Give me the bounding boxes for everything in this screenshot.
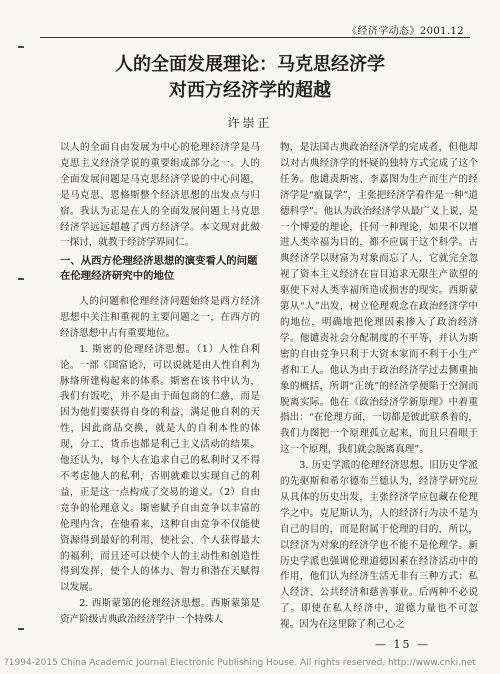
- page-number: — 15 —: [375, 638, 430, 651]
- header-rule: [40, 37, 470, 38]
- author-name: 许崇正: [227, 116, 273, 130]
- copyright-footer: ?1994-2015 China Academic Journal Electronic Publishing House. All rights reserved. http://www.cnki.net: [4, 658, 476, 668]
- paragraph: 人的问题和伦理经济问题始终是西方经济思想中关注和重视的主要问题之一，在西方的经济思想中占有重要地位。: [60, 296, 260, 339]
- paragraph: 1. 斯密的伦理经济思想。（1）人性自利论。一部《国富论》，可以说就是由人性自利为脉络所建构起来的体系。斯密在该书中认为，我们有饭吃，并不是由于面包商的仁慈，而是因为他们要获得自身的利益，满足他自利的天性，因此商品交换，就是人的自利本性的体现，分工、货币也都是利己主义活动的结果。他还认为，每个人在追求自己的私利时又不得不考虑他人的私利，否则就难以实现自己的利益，正是这一点构成了交易的道义。（2）自由竞争的伦理意义。斯密赋予自由竞争以丰富的伦理内含，在他看来，这种自由竞争不仅能使资源得到最好的利用，使社会、个人获得最大的福利，而且还可以使个人的主动性和创造性得到发挥，使个人的体力、智力和潜在天赋得以发展。: [60, 343, 260, 594]
- paragraph: 物，是法国古典政治经济学的完成者，但他却以对古典经济学的怀疑的独特方式完成了这个任务。他谴责斯密、李嘉图为生产而生产的经济学是“瘟鼠学”，主张把经济学看作是一种“道德科学”。他认为政治经济学从最广义上说，是一个博爱的理论，任何一种理论，如果不以增进人类幸福为目的，都不应属于这个科学。古典经济学以财富为对象而忘了人，它就完全忽视了资本主义经济在盲目追求无限生产欲望的驱使下对人类幸福所造成损害的现实。西斯蒙第从“人”出发，树立伦理观念在政治经济学中的地位，明确地把伦理因素掺入了政治经济学。他谴责社会分配制度的不平等，并认为斯密的自由竞争只利于大资本家而不利于小生产者和工人。他认为由于政治经济学过去侧重抽象的概括，所谓“正统”的经济学便陷于空洞而脱离实际。他在《政治经济学新原理》中着重指出：“在伦理方面，一切都是彼此联系着的，我们力图把一个原理孤立起来，而且只看眼于这一个原理，我们就会脱离真理”。: [280, 142, 478, 456]
- abstract: 以人的全面自由发展为中心的伦理经济学是马克思主义经济学说的重要组成部分之一。人的全面发展问题是马克思经济学说的中心问题，是马克思、恩格斯整个经济思想的出发点与归宿。我认为正是在人的全面发展问题上马克思经济学远远超越了西方经济学。本文现对此做一探讨，就教于经济学界同仁。: [60, 142, 260, 249]
- paragraph: 3. 历史学派的伦理经济思想。旧历史学派的先驱斯和希尔德布兰德认为，经济学研究应从具体的历史出发，主张经济学应包藏在伦理学之中。克尼斯认为，人的经济行为决不是为自己的目的，而是附属于伦理的目的，所以，以经济为对象的经济学也不能不是伦理学。新历史学派也强调伦理道德因素在经济活动中的作用，他们认为经济生活无非有三种方式：私人经济、公共经济和慈善事业。后两种不必说了。即使在私人经济中，道德力量也不可忽视。因为在这里除了利己心之: [280, 460, 478, 631]
- paragraph: 2. 西斯蒙第的伦理经济思想。西斯蒙第是资产阶级古典政治经济学中一个特殊人: [60, 598, 260, 626]
- right-column: [280, 140, 478, 633]
- article-title: [0, 52, 500, 104]
- margin-mark: [18, 278, 24, 280]
- section-heading: 一、从西方伦理经济思想的演变看人的问题在伦理经济研究中的地位: [60, 255, 258, 282]
- title-line-1: 人的全面发展理论：马克思经济学: [115, 54, 385, 75]
- margin-mark: [18, 628, 24, 630]
- left-column: [60, 294, 260, 628]
- journal-header: 《经济学动态》2001.12: [347, 26, 464, 37]
- title-line-2: 对西方经济学的超越: [169, 80, 331, 101]
- margin-mark: [18, 46, 24, 48]
